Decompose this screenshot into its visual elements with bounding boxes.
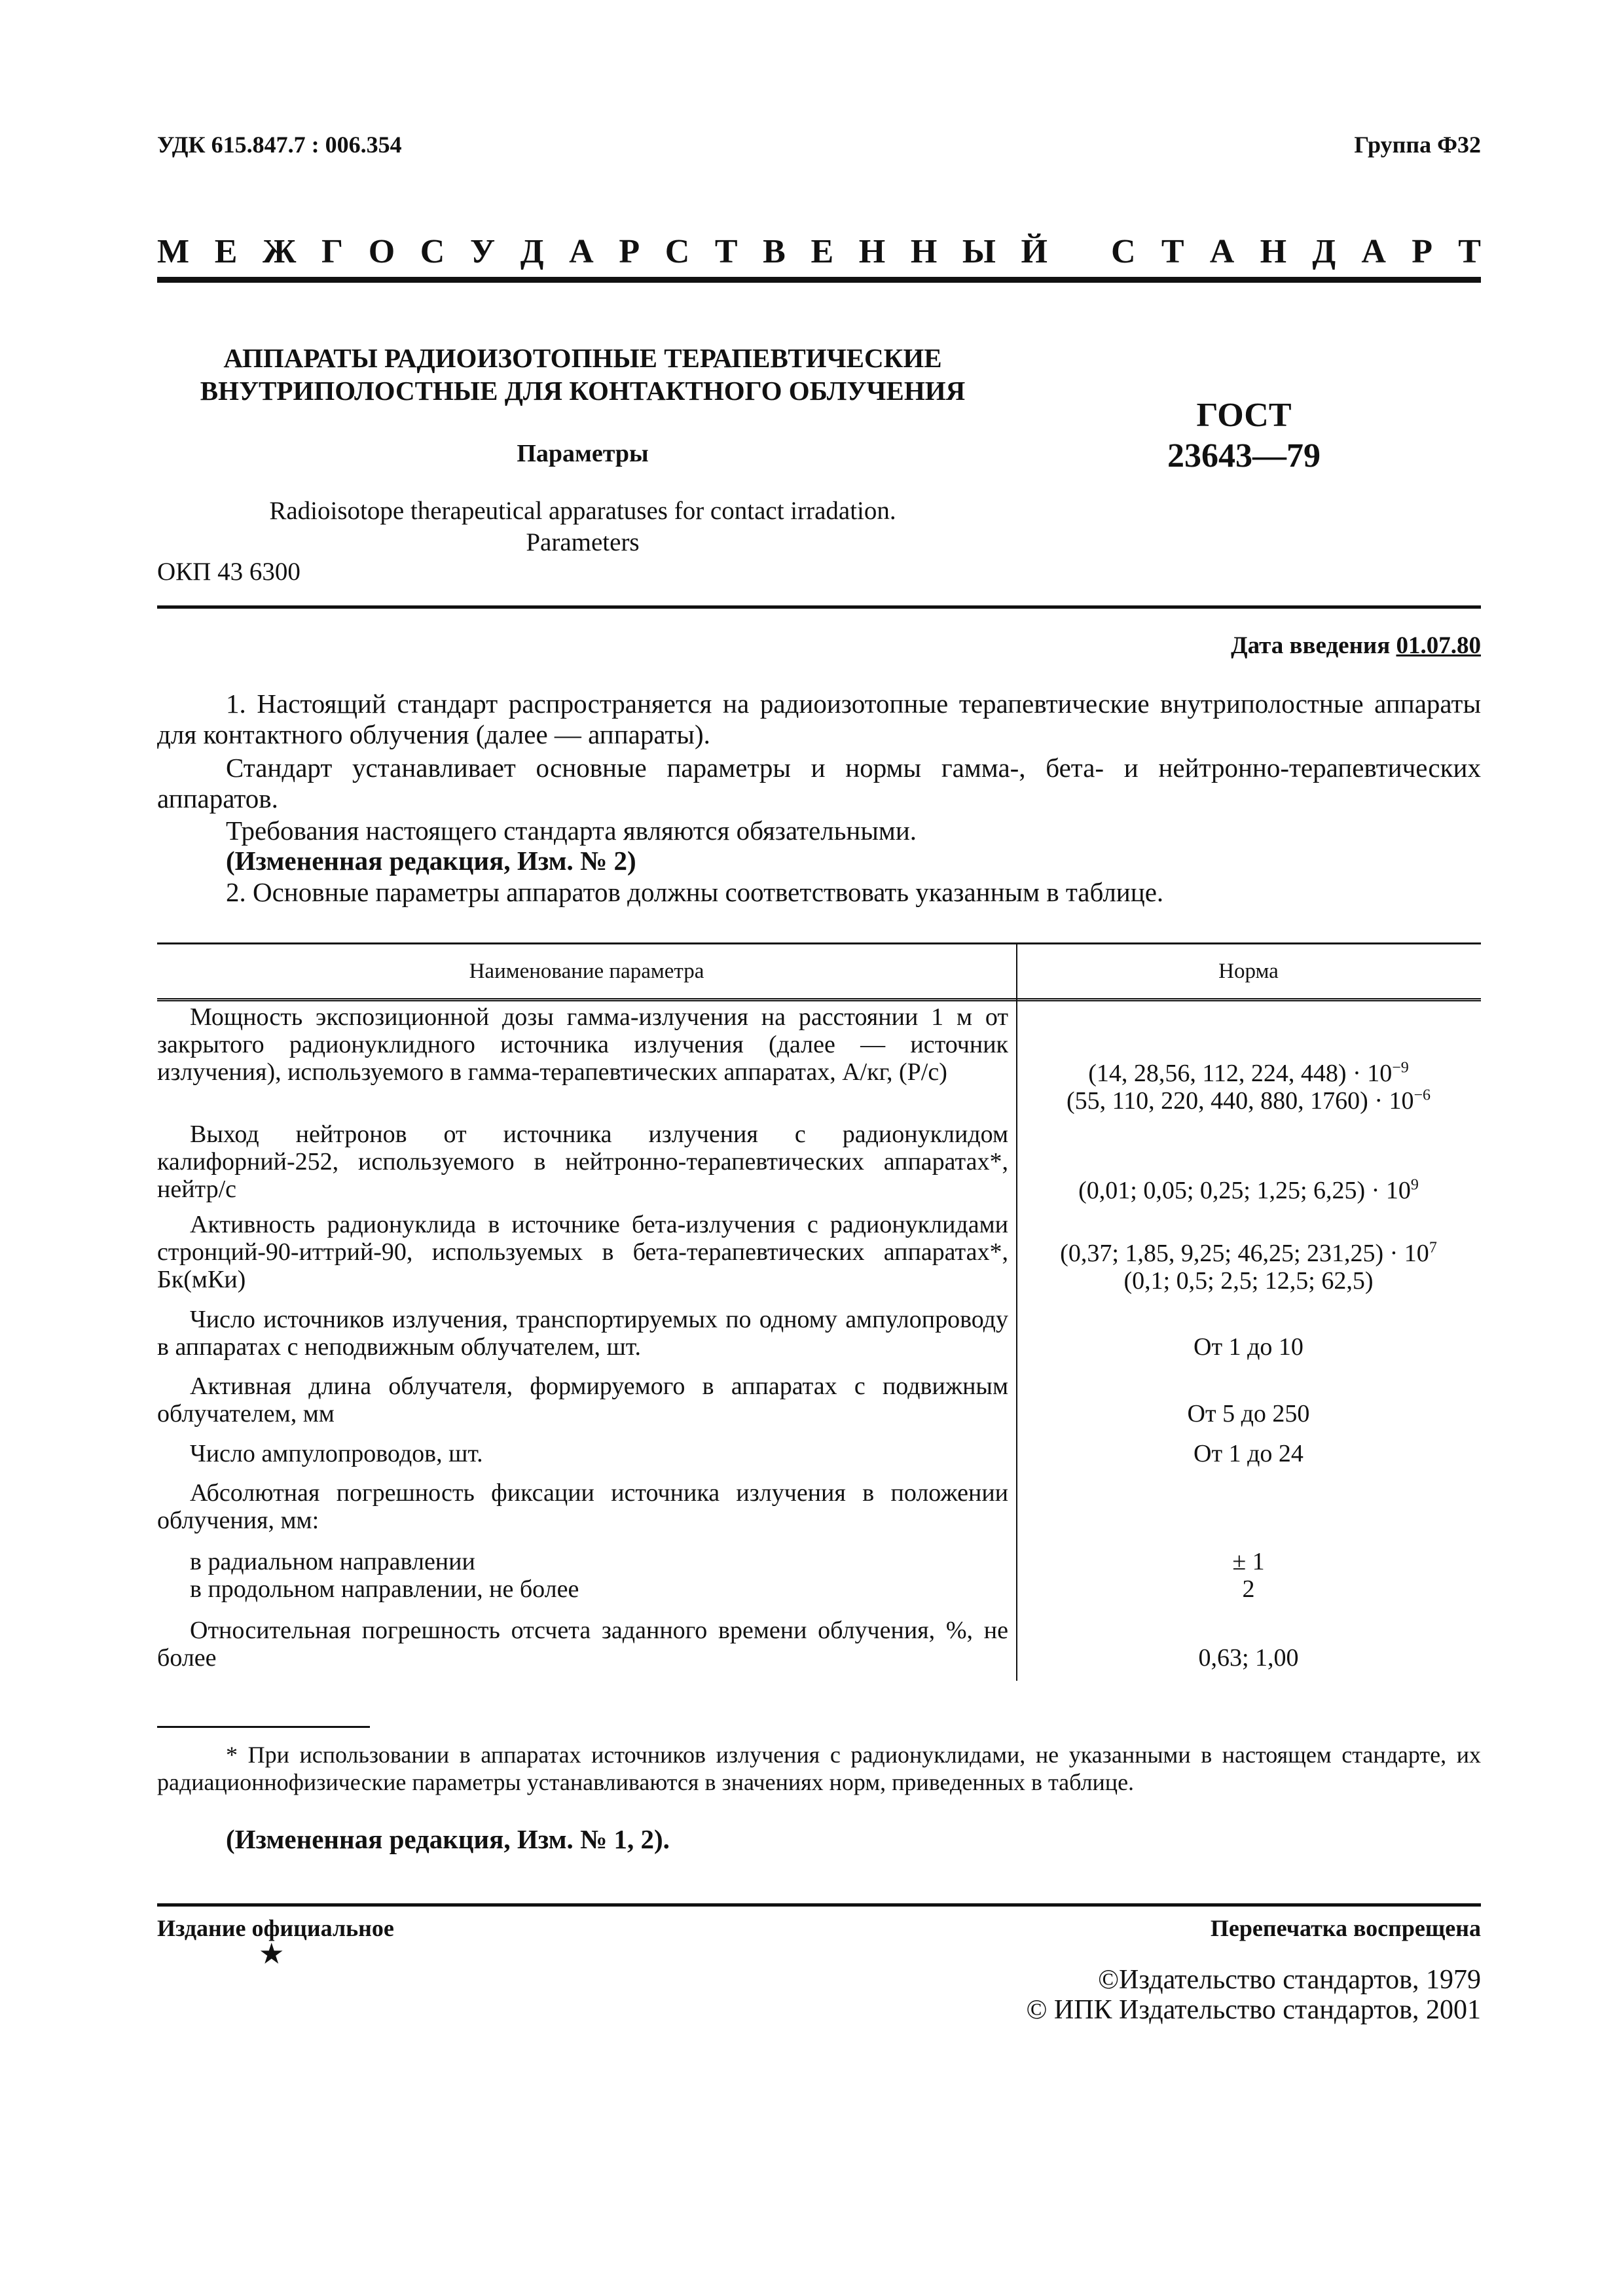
band-letter: С [420,233,445,270]
row-norm: (55, 110, 220, 440, 880, $1760) \cdot 10^{-6}$ [1066,1086,1431,1115]
copyright-1979: ©Издательство стандартов, 1979 [1098,1965,1481,1995]
footnote: * При использовании в аппаратах источников излучения с радионуклидами, не указанными в настоящем стандарте, их радиационнофизические параметры устанавливаются в значениях норм, приведенных в таблице. [157,1742,1481,1795]
band-letter: Г [321,233,344,270]
intro-date [1231,632,1481,660]
official-edition: Издание официальное [157,1915,394,1941]
band-letter: А [569,233,594,270]
row-parameter: Активность радионуклида в источнике бета-излучения с радионуклидами стронций-90-иттрий-90, используемых в бета-терапевтических аппаратах*, Бк(мКи) [157,1211,1008,1293]
row-parameter: Число ампулопроводов, шт. [190,1440,483,1467]
header-norm: Норма [1218,959,1279,983]
band-letter: У [469,233,496,270]
gost-label: ГОСТ [1196,397,1292,434]
band-letter: Ы [962,233,996,270]
row-parameter: Относительная погрешность отсчета заданного времени облучения, %, не более [157,1617,1008,1672]
star-icon: ★ [259,1938,285,1970]
table-row [157,1617,1481,1672]
reprint-notice: Перепечатка воспрещена [1210,1915,1481,1941]
band-letter: Т [1161,233,1184,270]
table-row [157,1003,1481,1119]
row-norm: От 1 до 10 [1194,1333,1304,1361]
band-letter: Т [714,233,738,270]
intro-date-value: 01.07.80 [1396,632,1481,659]
band-letter: Е [811,233,834,270]
band-letter: Н [858,233,886,270]
row-norm: 0,63; 1,00 [1198,1644,1299,1672]
intro-date-label: Дата введения [1231,632,1391,659]
table-row [157,1121,1481,1203]
band-letter: Й [1021,233,1048,270]
band-letter: М [157,233,190,270]
table-row [157,1306,1481,1361]
row-parameter: Выход нейтронов от источника излучения с радионуклидом калифорний-252, используемого в нейтронно-терапевтических аппаратах*, нейтр/с [157,1121,1008,1203]
group-code: Группа Ф32 [1354,132,1481,158]
row-norm: (14, 28,56, 112, 224, $448) \cdot 10^{-9}$ [1088,1059,1409,1087]
table-row [157,1479,1481,1534]
table-row [157,1575,1481,1603]
band-word-standard [1111,232,1481,272]
table-row [157,1440,1481,1467]
english-title-line2: Parameters [526,528,640,556]
footnote-rule [157,1726,370,1728]
okp-code: ОКП 43 6300 [157,558,301,586]
band-letter: Д [1312,233,1336,270]
udk-code: УДК 615.847.7 : 006.354 [157,132,402,158]
paragraph-1: 1. Настоящий стандарт распространяется на радиоизотопные терапевтические внутриполостные аппараты для контактного облучения (далее — аппараты). [157,689,1481,749]
gost-number: 23643—79 [1167,437,1321,475]
header-parameter: Наименование параметра [469,959,704,983]
row-parameter: Абсолютная погрешность фиксации источника излучения в положении облучения, мм: [157,1479,1008,1534]
row-parameter: в продольном направлении, не более [190,1575,579,1603]
band-letter: Д [520,233,544,270]
paragraph-3: Требования настоящего стандарта являются обязательными. [226,816,917,846]
table-row [157,1211,1481,1293]
amendment-1-2: (Измененная редакция, Изм. № 1, 2). [226,1824,670,1854]
band-letter: С [665,233,690,270]
paragraph-4: 2. Основные параметры аппаратов должны соответствовать указанным в таблице. [226,877,1164,907]
table-row [157,1372,1481,1427]
band-letter: Ж [263,233,297,270]
band-letter: А [1209,233,1235,270]
parameters-table [157,942,1481,1682]
paragraph-2: Стандарт устанавливает основные параметры и нормы гамма-, бета- и нейтронно-терапевтических аппаратов. [157,753,1481,814]
copyright-2001: © ИПК Издательство стандартов, 2001 [1026,1995,1481,2025]
table-header [157,942,1481,1001]
row-norm: ± 1 [1232,1548,1265,1575]
band-letter: Е [214,233,238,270]
amendment-2: (Измененная редакция, Изм. № 2) [226,846,636,876]
title-rule [157,605,1481,609]
row-norm: (0,1; 0,5; 2,5; 12,5; 62,5) [1123,1267,1374,1295]
row-parameter: Мощность экспозиционной дозы гамма-излучения на расстоянии 1 м от закрытого радионуклидного источника излучения (далее — источник излучения), используемого в гамма-терапевтических аппаратах, А/кг, (Р/с) [157,1003,1008,1086]
band-letter: О [368,233,395,270]
english-title-line1: Radioisotope therapeutical apparatuses for contact irradation. [269,497,896,525]
standard-band [157,232,1481,272]
doc-title-line1: АППАРАТЫ РАДИОИЗОТОПНЫЕ ТЕРАПЕВТИЧЕСКИЕ [223,343,942,373]
band-letter: А [1361,233,1386,270]
doc-title-line2: ВНУТРИПОЛОСТНЫЕ ДЛЯ КОНТАКТНОГО ОБЛУЧЕНИЯ [200,376,966,406]
band-letter: Р [1412,233,1432,270]
doc-subtitle: Параметры [517,440,649,467]
row-norm: От 1 до 24 [1194,1440,1304,1467]
band-letter: В [763,233,786,270]
footer-rule [157,1903,1481,1907]
row-parameter: Число источников излучения, транспортируемых по одному ампулопроводу в аппаратах с неподвижным облучателем, шт. [157,1306,1008,1361]
band-word-interstate [157,232,1048,272]
row-norm: От 5 до 250 [1187,1400,1310,1427]
band-letter: Н [1260,233,1287,270]
row-norm: 2 [1242,1575,1255,1603]
table-row [157,1548,1481,1575]
band-rule [157,277,1481,283]
row-parameter: Активная длина облучателя, формируемого в аппаратах с подвижным облучателем, мм [157,1372,1008,1427]
row-parameter: в радиальном направлении [190,1548,475,1575]
row-norm: (0,37; 1,85, 9,25; 46,25; $231,25) \cdot 10^7$ [1060,1239,1437,1267]
band-letter: Т [1458,233,1481,270]
row-norm: (0,01; 0,05; 0,25; 1,25; $6,25) \cdot 10^9$ [1078,1176,1419,1204]
band-letter: Н [910,233,938,270]
band-letter: С [1111,233,1136,270]
band-letter: Р [619,233,640,270]
